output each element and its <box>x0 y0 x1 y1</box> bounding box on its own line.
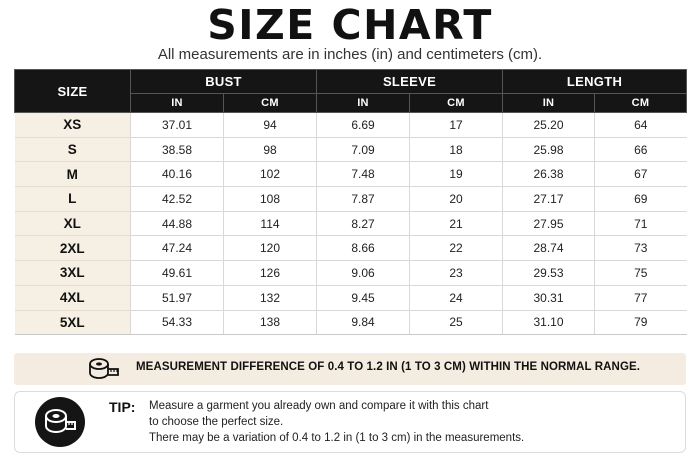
unit-header: IN <box>317 94 410 113</box>
measurement-cell: 24 <box>410 285 503 310</box>
size-cell: S <box>15 137 131 162</box>
measurement-note-banner <box>14 353 686 385</box>
measurement-cell: 40.16 <box>131 162 224 187</box>
measurement-cell: 79 <box>595 310 687 335</box>
length-group-header: LENGTH <box>503 70 687 94</box>
measurement-cell: 94 <box>224 113 317 138</box>
measurement-cell: 25.20 <box>503 113 595 138</box>
measurement-cell: 120 <box>224 236 317 261</box>
size-table-body <box>15 113 687 335</box>
table-row <box>15 285 687 310</box>
measurement-cell: 31.10 <box>503 310 595 335</box>
measurement-cell: 7.48 <box>317 162 410 187</box>
table-row <box>15 236 687 261</box>
measurement-cell: 7.87 <box>317 187 410 212</box>
measurement-cell: 30.31 <box>503 285 595 310</box>
measurement-cell: 8.27 <box>317 211 410 236</box>
unit-header: CM <box>224 94 317 113</box>
measurement-cell: 19 <box>410 162 503 187</box>
size-chart-table <box>14 69 687 335</box>
measurement-cell: 42.52 <box>131 187 224 212</box>
sleeve-group-header: SLEEVE <box>317 70 503 94</box>
measurement-cell: 108 <box>224 187 317 212</box>
measurement-cell: 25.98 <box>503 137 595 162</box>
measuring-tape-icon <box>88 356 120 382</box>
measurement-cell: 23 <box>410 261 503 286</box>
bust-group-header: BUST <box>131 70 317 94</box>
measurement-cell: 126 <box>224 261 317 286</box>
unit-header: IN <box>503 94 595 113</box>
unit-header: CM <box>595 94 687 113</box>
measurement-cell: 47.24 <box>131 236 224 261</box>
table-row <box>15 310 687 335</box>
size-cell: 3XL <box>15 261 131 286</box>
measurement-cell: 27.17 <box>503 187 595 212</box>
measurement-cell: 29.53 <box>503 261 595 286</box>
tip-label: TIP: <box>109 399 136 415</box>
measurement-cell: 49.61 <box>131 261 224 286</box>
size-cell: 2XL <box>15 236 131 261</box>
measurement-cell: 17 <box>410 113 503 138</box>
measurement-cell: 27.95 <box>503 211 595 236</box>
page-subtitle: All measurements are in inches (in) and centimeters (cm). <box>157 46 543 63</box>
measurement-cell: 67 <box>595 162 687 187</box>
page-title: SIZE CHART <box>207 1 493 49</box>
measurement-cell: 75 <box>595 261 687 286</box>
size-column-header: SIZE <box>15 70 131 113</box>
table-row <box>15 261 687 286</box>
size-cell: 4XL <box>15 285 131 310</box>
measurement-cell: 38.58 <box>131 137 224 162</box>
size-cell: L <box>15 187 131 212</box>
measurement-cell: 114 <box>224 211 317 236</box>
measurement-cell: 71 <box>595 211 687 236</box>
measurement-cell: 18 <box>410 137 503 162</box>
table-row <box>15 187 687 212</box>
table-row <box>15 137 687 162</box>
measurement-cell: 9.84 <box>317 310 410 335</box>
measurement-cell: 73 <box>595 236 687 261</box>
measurement-cell: 51.97 <box>131 285 224 310</box>
measurement-cell: 6.69 <box>317 113 410 138</box>
measurement-cell: 44.88 <box>131 211 224 236</box>
measurement-cell: 9.06 <box>317 261 410 286</box>
measurement-cell: 98 <box>224 137 317 162</box>
table-row <box>15 211 687 236</box>
measurement-cell: 54.33 <box>131 310 224 335</box>
measurement-cell: 132 <box>224 285 317 310</box>
measurement-cell: 22 <box>410 236 503 261</box>
measurement-cell: 26.38 <box>503 162 595 187</box>
measurement-cell: 102 <box>224 162 317 187</box>
tip-line: There may be a variation of 0.4 to 1.2 in (1 to 3 cm) in the measurements. <box>149 432 525 444</box>
size-cell: XL <box>15 211 131 236</box>
measurement-cell: 28.74 <box>503 236 595 261</box>
tip-line: Measure a garment you already own and compare it with this chart <box>149 400 489 412</box>
size-cell: 5XL <box>15 310 131 335</box>
tip-box <box>14 391 686 453</box>
measurement-cell: 138 <box>224 310 317 335</box>
measuring-tape-icon <box>35 397 85 447</box>
measurement-cell: 77 <box>595 285 687 310</box>
unit-header: IN <box>131 94 224 113</box>
table-row <box>15 162 687 187</box>
measurement-note-text: MEASUREMENT DIFFERENCE OF 0.4 TO 1.2 IN (1 TO 3 CM) WITHIN THE NORMAL RANGE. <box>136 361 641 373</box>
size-cell: XS <box>15 113 131 138</box>
measurement-cell: 21 <box>410 211 503 236</box>
table-row <box>15 113 687 138</box>
measurement-cell: 25 <box>410 310 503 335</box>
measurement-cell: 64 <box>595 113 687 138</box>
measurement-cell: 7.09 <box>317 137 410 162</box>
tip-line: to choose the perfect size. <box>149 416 284 428</box>
unit-header: CM <box>410 94 503 113</box>
measurement-cell: 9.45 <box>317 285 410 310</box>
measurement-cell: 8.66 <box>317 236 410 261</box>
measurement-cell: 69 <box>595 187 687 212</box>
measurement-cell: 20 <box>410 187 503 212</box>
measurement-cell: 37.01 <box>131 113 224 138</box>
measurement-cell: 66 <box>595 137 687 162</box>
size-cell: M <box>15 162 131 187</box>
